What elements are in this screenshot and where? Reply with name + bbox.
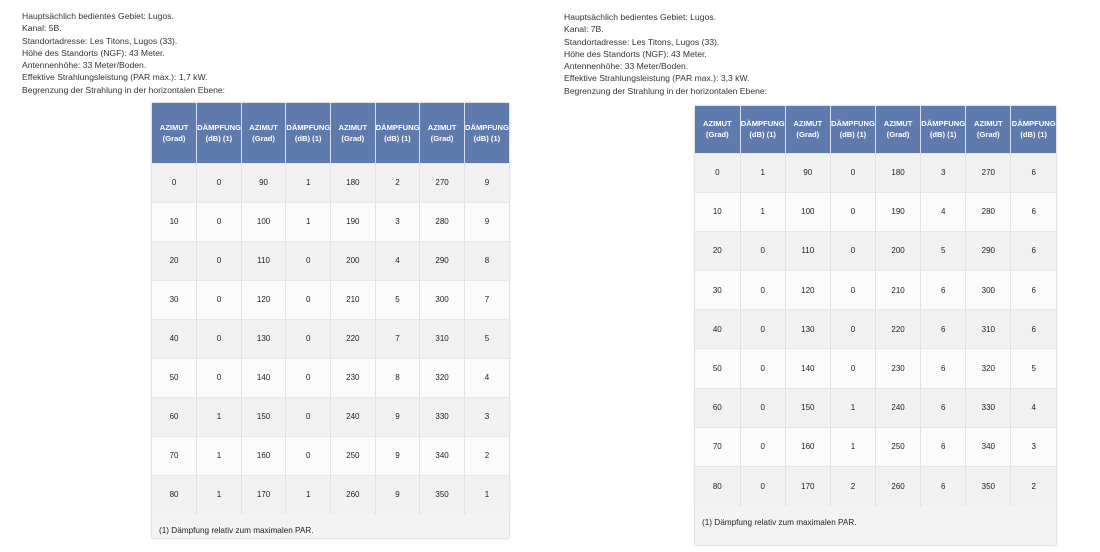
azimuth-cell: 0 (152, 163, 197, 202)
azimuth-cell: 310 (420, 319, 465, 358)
attenuation-table-right (695, 106, 1056, 545)
table-row (152, 436, 509, 475)
column-header-title: DÄMPFUNG (740, 119, 785, 129)
azimuth-cell: 80 (695, 467, 740, 506)
table-row (695, 427, 1056, 466)
attenuation-cell: 7 (464, 280, 509, 319)
column-header (1011, 106, 1056, 153)
column-header (695, 106, 740, 153)
attenuation-cell: 0 (830, 271, 875, 310)
attenuation-cell: 0 (830, 310, 875, 349)
azimuth-cell: 60 (695, 388, 740, 427)
azimuth-cell: 280 (966, 192, 1011, 231)
azimuth-cell: 290 (420, 241, 465, 280)
azimuth-cell: 350 (420, 475, 465, 514)
attenuation-cell: 6 (921, 427, 966, 466)
attenuation-cell: 5 (375, 280, 420, 319)
attenuation-cell: 4 (1011, 388, 1056, 427)
azimuth-cell: 300 (966, 271, 1011, 310)
column-header (740, 106, 785, 153)
azimuth-cell: 40 (152, 319, 197, 358)
attenuation-cell: 3 (921, 153, 966, 192)
azimuth-cell: 90 (785, 153, 830, 192)
azimuth-cell: 230 (331, 358, 376, 397)
attenuation-cell: 1 (830, 427, 875, 466)
attenuation-cell: 5 (1011, 349, 1056, 388)
column-header (785, 106, 830, 153)
azimuth-cell: 310 (966, 310, 1011, 349)
attenuation-cell: 6 (1011, 310, 1056, 349)
column-header (331, 103, 376, 163)
azimuth-cell: 190 (876, 192, 921, 231)
attenuation-cell: 6 (921, 467, 966, 506)
column-header-unit: (Grad) (705, 130, 729, 140)
attenuation-cell: 0 (286, 358, 331, 397)
azimuth-cell: 320 (966, 349, 1011, 388)
attenuation-cell: 0 (740, 349, 785, 388)
column-header-unit: (dB) (1) (473, 133, 501, 143)
azimuth-cell: 230 (876, 349, 921, 388)
attenuation-table-left (152, 103, 509, 538)
info-line: Begrenzung der Strahlung in der horizontalen Ebene: (22, 84, 226, 95)
attenuation-cell: 2 (464, 436, 509, 475)
attenuation-cell: 1 (464, 475, 509, 514)
table-row (152, 202, 509, 241)
attenuation-cell: 0 (740, 310, 785, 349)
attenuation-cell: 6 (921, 388, 966, 427)
azimuth-cell: 220 (876, 310, 921, 349)
azimuth-cell: 180 (331, 163, 376, 202)
info-line: Kanal: 5B. (22, 23, 62, 34)
table-row (695, 349, 1056, 388)
column-header-title: AZIMUT (338, 122, 368, 132)
azimuth-cell: 320 (420, 358, 465, 397)
attenuation-cell: 1 (197, 397, 242, 436)
attenuation-cell: 2 (1011, 467, 1056, 506)
info-line: Standortadresse: Les Titons, Lugos (33). (564, 36, 720, 47)
attenuation-cell: 0 (740, 388, 785, 427)
attenuation-cell: 3 (1011, 427, 1056, 466)
column-header (241, 103, 286, 163)
column-header-title: AZIMUT (793, 119, 823, 129)
azimuth-cell: 190 (331, 202, 376, 241)
column-header-unit: (Grad) (976, 130, 1000, 140)
attenuation-cell: 0 (740, 271, 785, 310)
attenuation-cell: 4 (375, 241, 420, 280)
attenuation-cell: 2 (375, 163, 420, 202)
table-row (152, 319, 509, 358)
attenuation-cell: 1 (286, 475, 331, 514)
table-row (152, 280, 509, 319)
attenuation-cell: 0 (286, 397, 331, 436)
azimuth-cell: 10 (152, 202, 197, 241)
column-header (876, 106, 921, 153)
attenuation-cell: 0 (830, 349, 875, 388)
column-header-unit: (Grad) (252, 133, 275, 143)
azimuth-cell: 70 (152, 436, 197, 475)
attenuation-cell: 7 (375, 319, 420, 358)
azimuth-cell: 210 (876, 271, 921, 310)
info-line: Höhe des Standorts (NGF): 43 Meter. (564, 48, 707, 59)
column-header (152, 103, 197, 163)
attenuation-cell: 0 (197, 202, 242, 241)
azimuth-cell: 120 (241, 280, 286, 319)
azimuth-cell: 130 (241, 319, 286, 358)
azimuth-cell: 120 (785, 271, 830, 310)
attenuation-cell: 6 (1011, 271, 1056, 310)
attenuation-cell: 9 (375, 436, 420, 475)
azimuth-cell: 30 (152, 280, 197, 319)
attenuation-cell: 4 (921, 192, 966, 231)
attenuation-cell: 0 (197, 241, 242, 280)
azimuth-cell: 260 (331, 475, 376, 514)
column-header-title: DÄMPFUNG (1011, 119, 1056, 129)
attenuation-cell: 0 (830, 231, 875, 270)
attenuation-cell: 5 (921, 231, 966, 270)
column-header (830, 106, 875, 153)
attenuation-cell: 0 (286, 319, 331, 358)
column-header-title: DÄMPFUNG (286, 122, 331, 132)
attenuation-cell: 6 (921, 349, 966, 388)
station-info-right (564, 11, 767, 97)
table-row (152, 163, 509, 202)
table-row (152, 475, 509, 514)
azimuth-cell: 330 (966, 388, 1011, 427)
azimuth-cell: 20 (695, 231, 740, 270)
azimuth-cell: 70 (695, 427, 740, 466)
column-header-title: DÄMPFUNG (197, 122, 241, 132)
azimuth-cell: 60 (152, 397, 197, 436)
attenuation-cell: 0 (197, 358, 242, 397)
attenuation-cell: 6 (921, 271, 966, 310)
azimuth-cell: 150 (785, 388, 830, 427)
column-header-unit: (Grad) (162, 133, 186, 143)
attenuation-cell: 1 (197, 436, 242, 475)
azimuth-cell: 240 (876, 388, 921, 427)
azimuth-cell: 200 (876, 231, 921, 270)
column-header-unit: (Grad) (886, 130, 910, 140)
attenuation-cell: 5 (464, 319, 509, 358)
attenuation-cell: 0 (740, 427, 785, 466)
azimuth-cell: 270 (966, 153, 1011, 192)
azimuth-cell: 20 (152, 241, 197, 280)
attenuation-cell: 1 (830, 388, 875, 427)
azimuth-cell: 10 (695, 192, 740, 231)
attenuation-cell: 6 (1011, 153, 1056, 192)
table-row (695, 192, 1056, 231)
table-row (695, 231, 1056, 270)
attenuation-cell: 0 (286, 436, 331, 475)
column-header (966, 106, 1011, 153)
table-row (152, 241, 509, 280)
attenuation-cell: 1 (286, 163, 331, 202)
attenuation-cell: 8 (375, 358, 420, 397)
column-header-title: DÄMPFUNG (831, 119, 875, 129)
column-header-unit: (dB) (1) (839, 130, 867, 140)
info-line: Hauptsächlich bedientes Gebiet: Lugos. (22, 11, 174, 21)
azimuth-cell: 160 (241, 436, 286, 475)
column-header (921, 106, 966, 153)
azimuth-cell: 0 (695, 153, 740, 192)
azimuth-cell: 200 (331, 241, 376, 280)
attenuation-cell: 8 (464, 241, 509, 280)
column-header-title: AZIMUT (973, 119, 1003, 129)
attenuation-cell: 6 (1011, 192, 1056, 231)
attenuation-cell: 0 (197, 280, 242, 319)
column-header-title: DÄMPFUNG (375, 122, 420, 132)
column-header-title: AZIMUT (249, 122, 278, 132)
column-header-title: DÄMPFUNG (921, 119, 966, 129)
column-header-unit: (Grad) (341, 133, 365, 143)
azimuth-cell: 150 (241, 397, 286, 436)
attenuation-cell: 6 (921, 310, 966, 349)
azimuth-cell: 290 (966, 231, 1011, 270)
column-header-title: AZIMUT (702, 119, 732, 129)
column-header (420, 103, 465, 163)
attenuation-cell: 4 (464, 358, 509, 397)
attenuation-cell: 1 (740, 192, 785, 231)
azimuth-cell: 110 (785, 231, 830, 270)
table-row (695, 310, 1056, 349)
column-header-unit: (dB) (1) (1020, 130, 1047, 140)
azimuth-cell: 250 (331, 436, 376, 475)
column-header-unit: (dB) (1) (205, 133, 233, 143)
azimuth-cell: 50 (152, 358, 197, 397)
attenuation-cell: 9 (375, 397, 420, 436)
attenuation-cell: 0 (286, 241, 331, 280)
attenuation-cell: 3 (464, 397, 509, 436)
azimuth-cell: 100 (785, 192, 830, 231)
table-footnote: (1) Dämpfung relativ zum maximalen PAR. (152, 514, 509, 535)
info-line: Standortadresse: Les Titons, Lugos (33). (22, 35, 178, 46)
azimuth-cell: 170 (241, 475, 286, 514)
azimuth-cell: 330 (420, 397, 465, 436)
info-line: Begrenzung der Strahlung in der horizontalen Ebene: (564, 85, 768, 96)
azimuth-cell: 340 (420, 436, 465, 475)
azimuth-cell: 40 (695, 310, 740, 349)
attenuation-cell: 6 (1011, 231, 1056, 270)
azimuth-cell: 300 (420, 280, 465, 319)
info-line: Antennenhöhe: 33 Meter/Boden. (22, 60, 147, 71)
column-header (197, 103, 242, 163)
column-header-unit: (dB) (1) (749, 130, 776, 140)
column-header-unit: (Grad) (796, 130, 820, 140)
column-header (375, 103, 420, 163)
azimuth-cell: 140 (785, 349, 830, 388)
azimuth-cell: 350 (966, 467, 1011, 506)
info-line: Hauptsächlich bedientes Gebiet: Lugos. (564, 12, 716, 22)
azimuth-cell: 160 (785, 427, 830, 466)
table-row (152, 397, 509, 436)
azimuth-cell: 170 (785, 467, 830, 506)
attenuation-cell: 0 (197, 319, 242, 358)
column-header-title: DÄMPFUNG (465, 122, 509, 132)
azimuth-cell: 50 (695, 349, 740, 388)
attenuation-cell: 0 (740, 467, 785, 506)
info-line: Effektive Strahlungsleistung (PAR max.): 3,3 kW. (564, 73, 750, 84)
column-header-unit: (dB) (1) (294, 133, 322, 143)
column-header-title: AZIMUT (159, 122, 189, 132)
attenuation-cell: 0 (740, 231, 785, 270)
column-header-title: AZIMUT (427, 122, 457, 132)
azimuth-cell: 220 (331, 319, 376, 358)
attenuation-cell: 3 (375, 202, 420, 241)
azimuth-cell: 250 (876, 427, 921, 466)
azimuth-cell: 270 (420, 163, 465, 202)
column-header (464, 103, 509, 163)
attenuation-cell: 2 (830, 467, 875, 506)
column-header-unit: (dB) (1) (384, 133, 411, 143)
table-footnote: (1) Dämpfung relativ zum maximalen PAR. (695, 506, 1056, 527)
attenuation-cell: 0 (830, 192, 875, 231)
info-line: Antennenhöhe: 33 Meter/Boden. (564, 61, 689, 72)
azimuth-cell: 280 (420, 202, 465, 241)
attenuation-cell: 1 (286, 202, 331, 241)
attenuation-cell: 1 (197, 475, 242, 514)
azimuth-cell: 80 (152, 475, 197, 514)
info-line: Effektive Strahlungsleistung (PAR max.): 1,7 kW. (22, 72, 208, 83)
station-info-left (22, 10, 225, 96)
attenuation-cell: 0 (197, 163, 242, 202)
column-header-unit: (dB) (1) (929, 130, 957, 140)
column-header-unit: (Grad) (430, 133, 454, 143)
azimuth-cell: 260 (876, 467, 921, 506)
column-header-title: AZIMUT (883, 119, 913, 129)
azimuth-cell: 140 (241, 358, 286, 397)
attenuation-cell: 9 (464, 163, 509, 202)
azimuth-cell: 210 (331, 280, 376, 319)
attenuation-cell: 1 (740, 153, 785, 192)
attenuation-cell: 9 (464, 202, 509, 241)
azimuth-cell: 100 (241, 202, 286, 241)
azimuth-cell: 340 (966, 427, 1011, 466)
table-row (695, 467, 1056, 506)
attenuation-cell: 0 (830, 153, 875, 192)
attenuation-cell: 0 (286, 280, 331, 319)
azimuth-cell: 30 (695, 271, 740, 310)
attenuation-cell: 9 (375, 475, 420, 514)
table-row (695, 388, 1056, 427)
info-line: Höhe des Standorts (NGF): 43 Meter. (22, 47, 165, 58)
azimuth-cell: 240 (331, 397, 376, 436)
table-row (695, 271, 1056, 310)
azimuth-cell: 180 (876, 153, 921, 192)
azimuth-cell: 110 (241, 241, 286, 280)
azimuth-cell: 90 (241, 163, 286, 202)
column-header (286, 103, 331, 163)
table-row (152, 358, 509, 397)
info-line: Kanal: 7B. (564, 24, 604, 35)
table-row (695, 153, 1056, 192)
azimuth-cell: 130 (785, 310, 830, 349)
